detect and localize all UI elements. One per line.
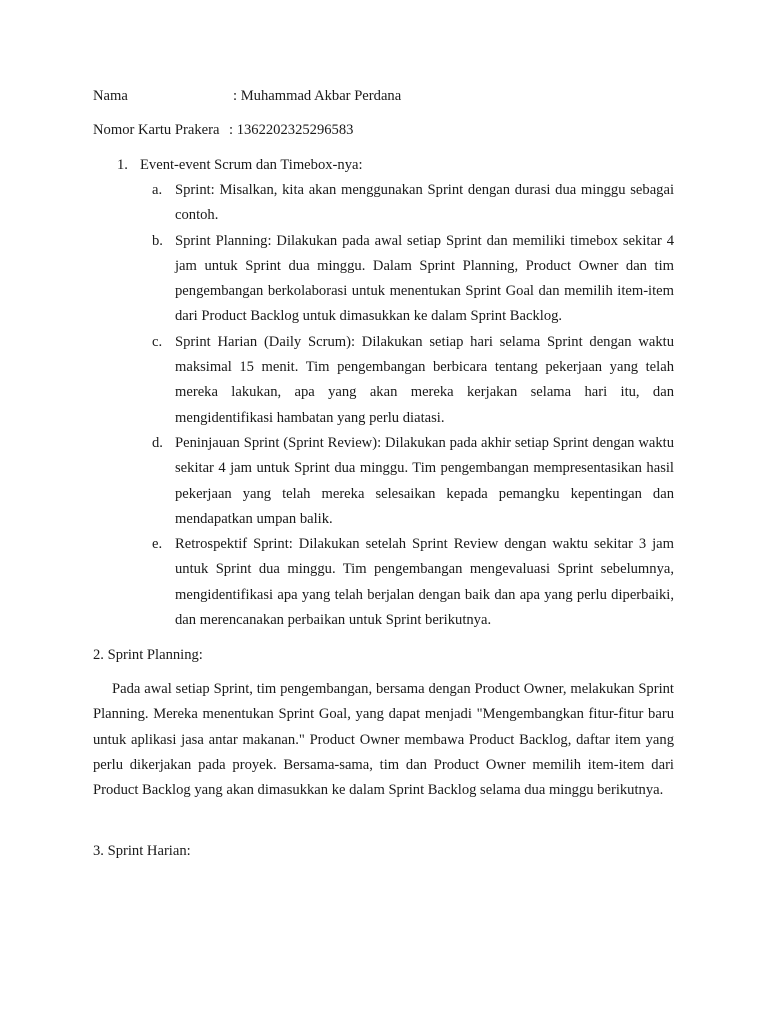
kartu-prakerja-row	[93, 122, 354, 139]
kartu-prakerja-label: Nomor Kartu Prakera	[93, 122, 220, 138]
list-item	[152, 431, 674, 532]
nama-row	[93, 88, 402, 105]
section-1-title: Event-event Scrum dan Timebox-nya:	[140, 157, 363, 173]
section-3-heading: 3. Sprint Harian:	[93, 843, 191, 859]
list-item	[152, 178, 674, 229]
list-item-text: Sprint: Misalkan, kita akan menggunakan Sprint dengan durasi dua minggu sebagai contoh.	[175, 182, 674, 224]
scrum-events-list	[152, 178, 674, 633]
section-1-heading	[117, 157, 363, 174]
list-item-marker: a.	[152, 182, 163, 198]
list-item-text: Peninjauan Sprint (Sprint Review): Dilakukan pada akhir setiap Sprint dengan waktu sekitar 4 jam untuk Sprint dua minggu. Tim pengembangan mempresentasikan hasil pekerjaan yang telah mereka selesaikan kepada pemangku kepentingan dan mendapatkan umpan balik.	[175, 434, 674, 527]
list-item-text: Retrospektif Sprint: Dilakukan setelah Sprint Review dengan waktu sekitar 3 jam untuk Sprint dua minggu. Tim pengembangan mengevaluasi Sprint sebelumnya, mengidentifikasi apa yang telah berjalan dengan baik dan apa yang perlu diperbaiki, dan merencanakan perbaikan untuk Sprint berikutnya.	[175, 536, 674, 629]
list-item-marker: b.	[152, 232, 163, 249]
list-item-marker: e.	[152, 536, 163, 553]
nama-value: : Muhammad Akbar Perdana	[233, 88, 402, 104]
list-item-text: Sprint Harian (Daily Scrum): Dilakukan setiap hari selama Sprint dengan waktu maksimal 15 menit. Tim pengembangan berbicara tentang pekerjaan yang telah mereka lakukan, apa yang akan mereka kerjakan selama hari itu, dan mengidentifikasi hambatan yang perlu diatasi.	[175, 333, 674, 426]
list-item-marker: c.	[152, 333, 163, 350]
section-2-heading: 2. Sprint Planning:	[93, 647, 203, 663]
list-item	[152, 532, 674, 633]
list-item	[152, 330, 674, 431]
list-item-text: Sprint Planning: Dilakukan pada awal setiap Sprint dan memiliki timebox sekitar 4 jam untuk Sprint dua minggu. Dalam Sprint Planning, Product Owner dan tim pengembangan berkolaborasi untuk menentukan Sprint Goal dan memilih item-item dari Product Backlog untuk dimasukkan ke dalam Sprint Backlog.	[175, 232, 674, 325]
section-2-paragraph: Pada awal setiap Sprint, tim pengembangan, bersama dengan Product Owner, melakukan Sprint Planning. Mereka menentukan Sprint Goal, yang dapat menjadi "Mengembangkan fitur-fitur baru untuk aplikasi jasa antar makanan." Product Owner membawa Product Backlog, daftar item yang perlu dikerjakan pada proyek. Bersama-sama, tim dan Product Owner memilih item-item dari Product Backlog yang akan dimasukkan ke dalam Sprint Backlog selama dua minggu berikutnya.	[93, 681, 674, 799]
list-item	[152, 229, 674, 330]
kartu-prakerja-value: : 1362202325296583	[229, 122, 354, 138]
list-item-marker: d.	[152, 434, 163, 451]
nama-label: Nama	[93, 88, 128, 104]
section-1-number: 1.	[117, 157, 128, 173]
